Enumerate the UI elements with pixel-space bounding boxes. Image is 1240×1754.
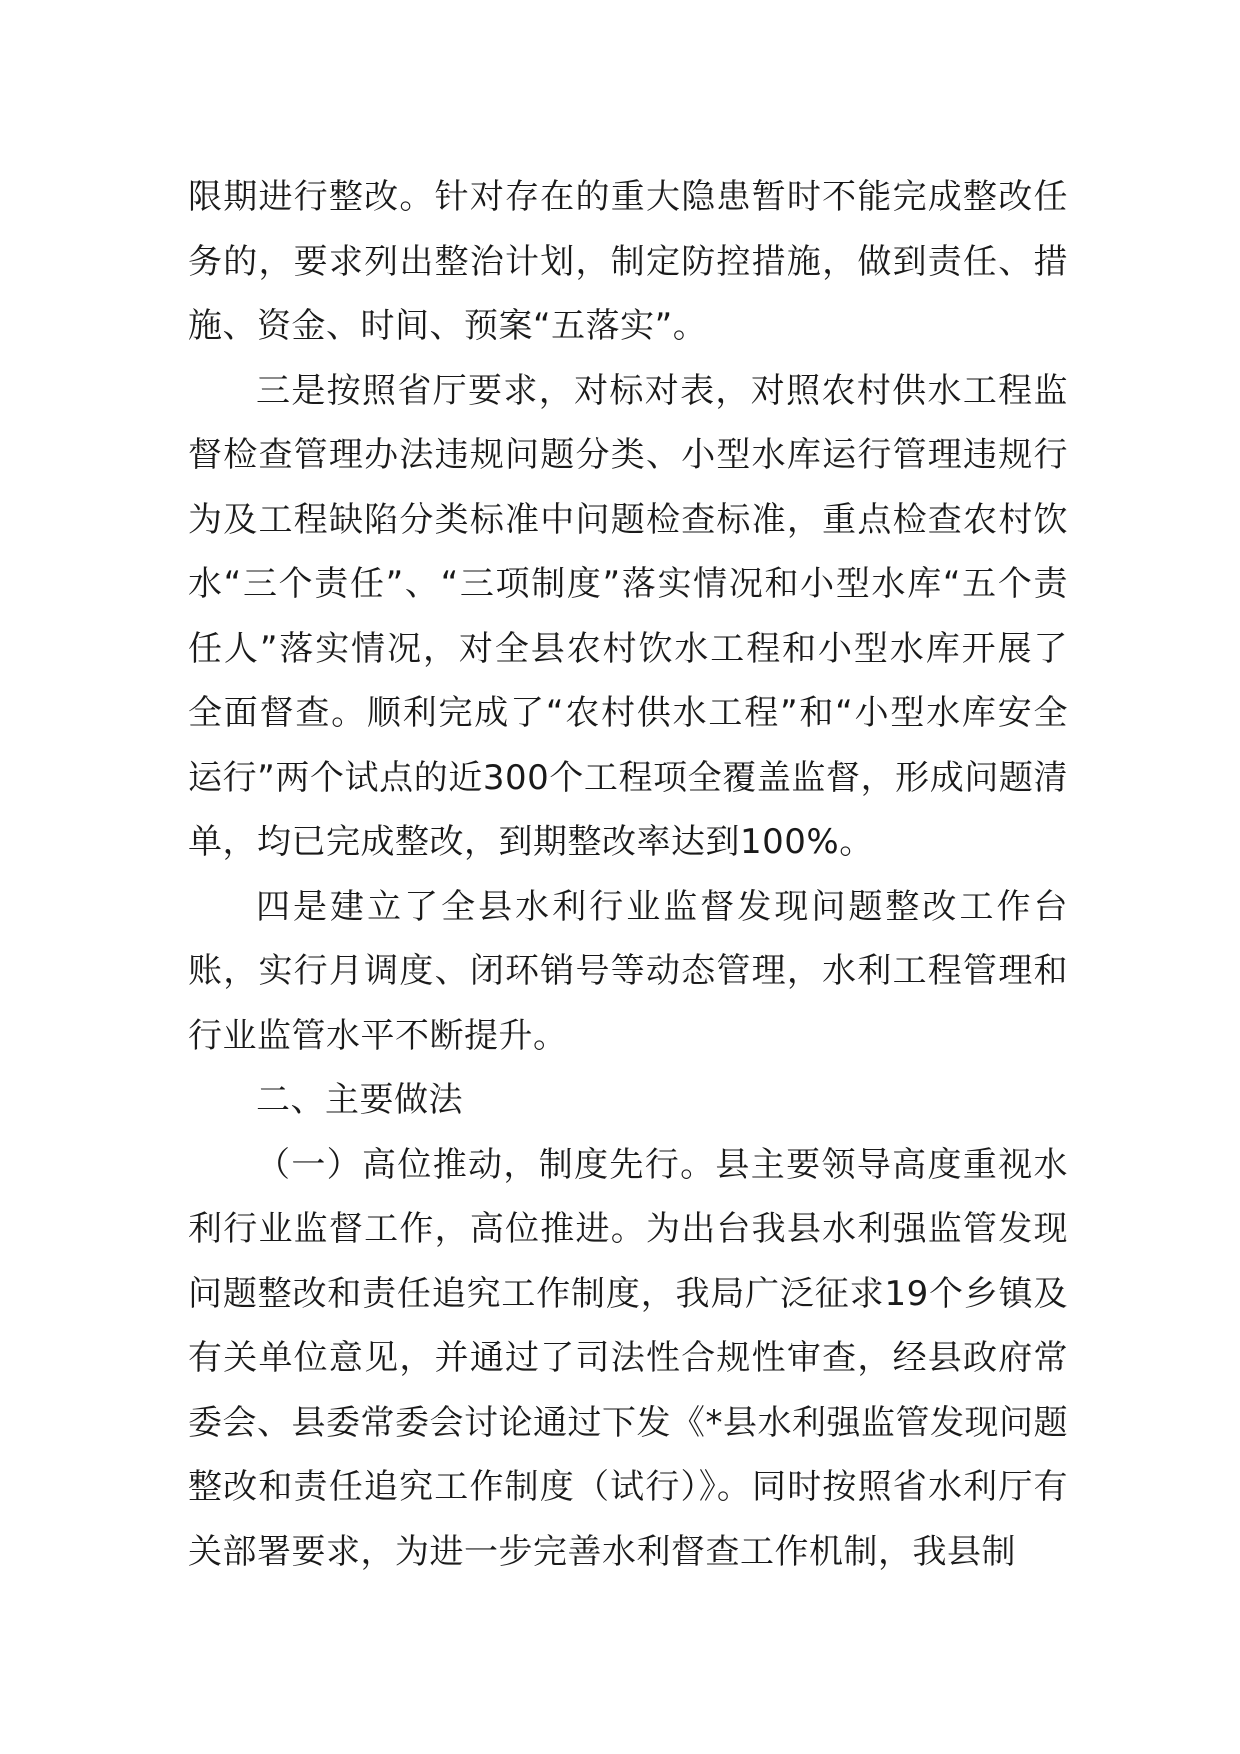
document-body [188,165,1068,1584]
paragraph-item-three: 三是按照省厅要求，对标对表，对照农村供水工程监督检查管理办法违规问题分类、小型水库运行管理违规行为及工程缺陷分类标准中问题检查标准，重点检查农村饮水“三个责任”、“三项制度”落实情况和小型水库“五个责任人”落实情况，对全县农村饮水工程和小型水库开展了全面督查。顺利完成了“农村供水工程”和“小型水库安全运行”两个试点的近300个工程项全覆盖监督，形成问题清单，均已完成整改，到期整改率达到100%。 [188,370,1068,862]
section-heading: 二、主要做法 [256,1080,463,1120]
paragraph-item-four: 四是建立了全县水利行业监督发现问题整改工作台账，实行月调度、闭环销号等动态管理，水利工程管理和行业监管水平不断提升。 [188,886,1068,1056]
paragraph-continuation: 限期进行整改。针对存在的重大隐患暂时不能完成整改任务的，要求列出整治计划，制定防控措施，做到责任、措施、资金、时间、预案“五落实”。 [188,177,1068,346]
paragraph-subsection-one: （一）高位推动，制度先行。县主要领导高度重视水利行业监督工作，高位推进。为出台我县水利强监管发现问题整改和责任追究工作制度，我局广泛征求19个乡镇及有关单位意见，并通过了司法性合规性审查，经县政府常委会、县委常委会讨论通过下发《*县水利强监管发现问题整改和责任追究工作制度（试行）》。同时按照省水利厅有关部署要求，为进一步完善水利督查工作机制，我县制 [188,1144,1068,1572]
